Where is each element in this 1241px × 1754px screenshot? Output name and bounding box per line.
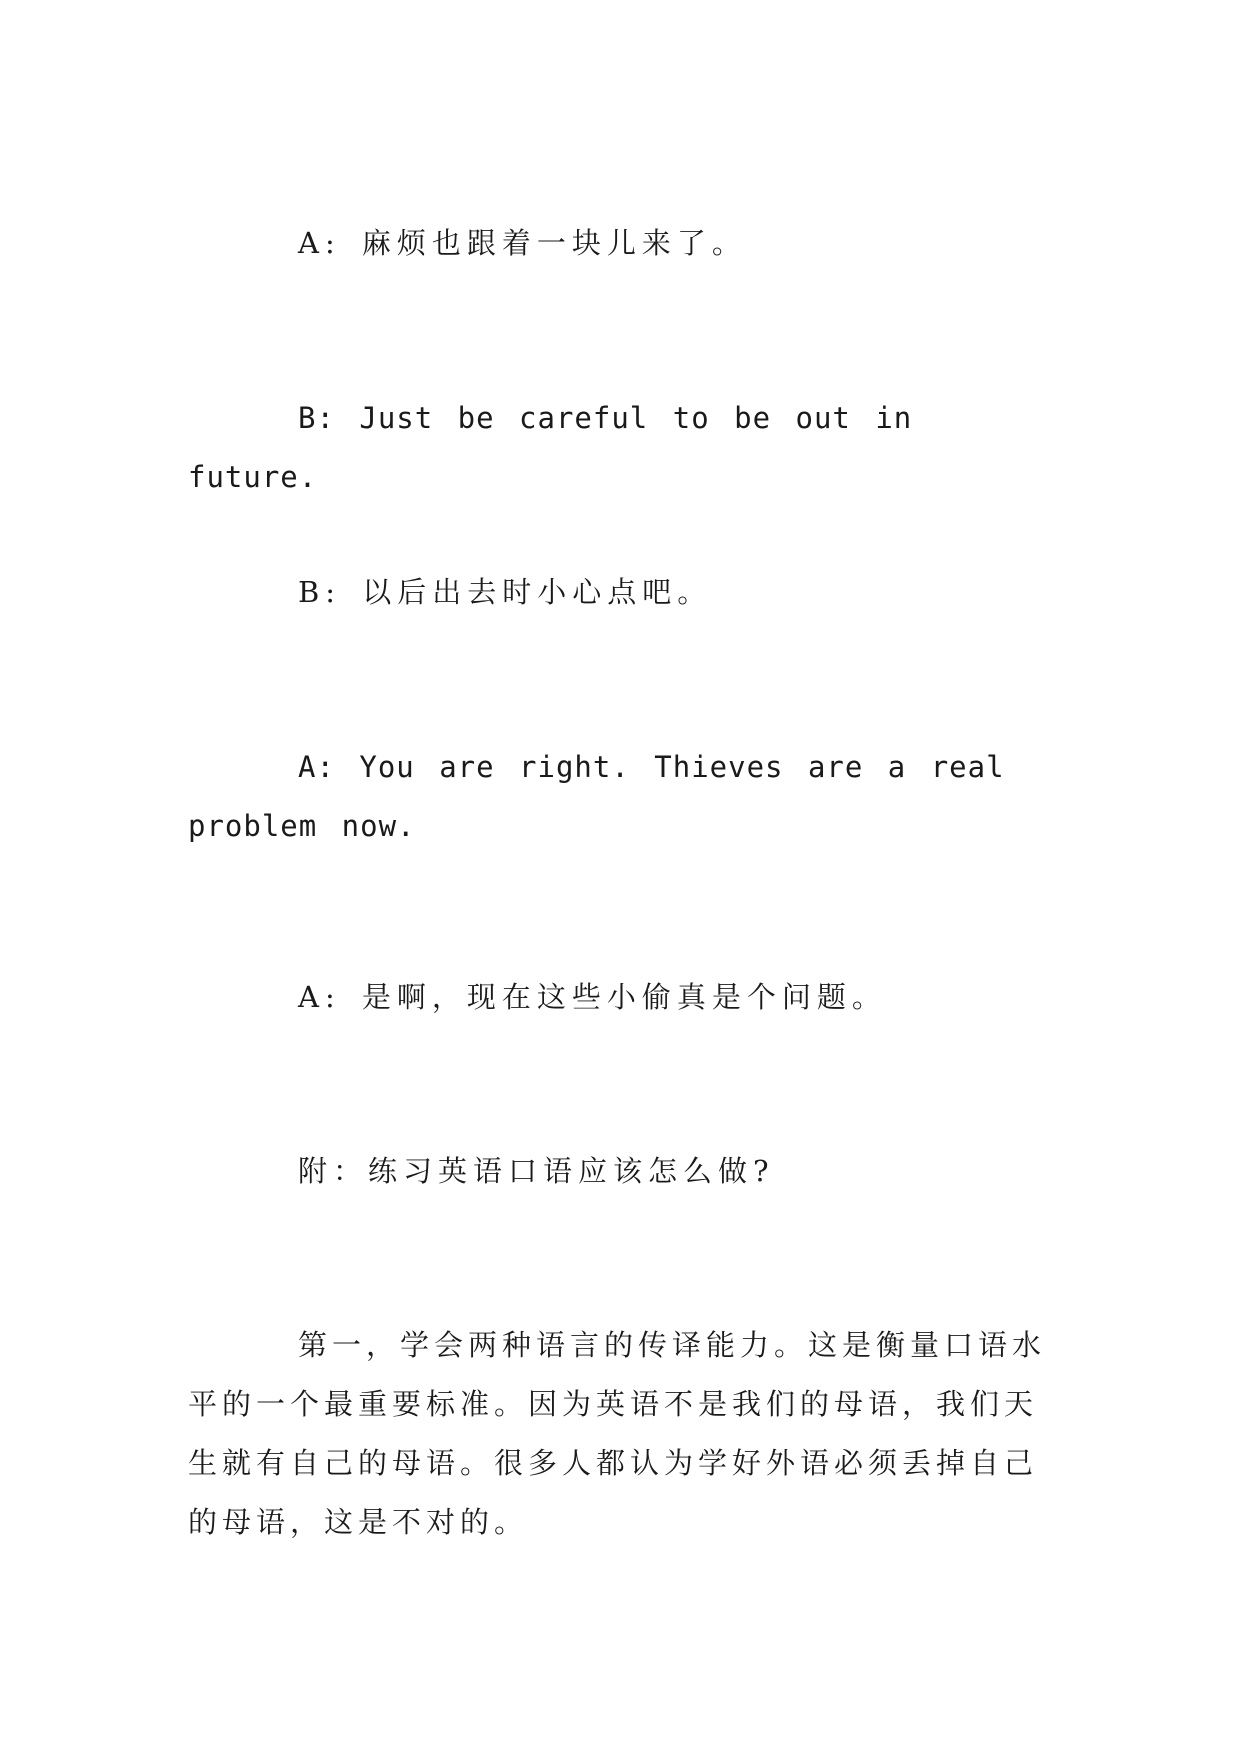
body-paragraph: 第一，学会两种语言的传译能力。这是衡量口语水平的一个最重要标准。因为英语不是我们的母语，我们天生就有自己的母语。很多人都认为学好外语必须丢掉自己的母语，这是不对的。 (188, 1328, 1047, 1539)
appendix-heading: 附：练习英语口语应该怎么做? (298, 1154, 775, 1188)
dialogue-line-a-chinese-2: A: 是啊，现在这些小偷真是个问题。 (298, 980, 887, 1014)
dialogue-line-a-chinese-1: A: 麻烦也跟着一块儿来了。 (298, 226, 747, 260)
dialogue-line-a-english: A: You are right. Thieves are a real problem now. (188, 750, 1005, 843)
dialogue-line-b-chinese: B: 以后出去时小心点吧。 (298, 575, 713, 609)
dialogue-line-b-english: B: Just be careful to be out in future. (188, 401, 913, 494)
